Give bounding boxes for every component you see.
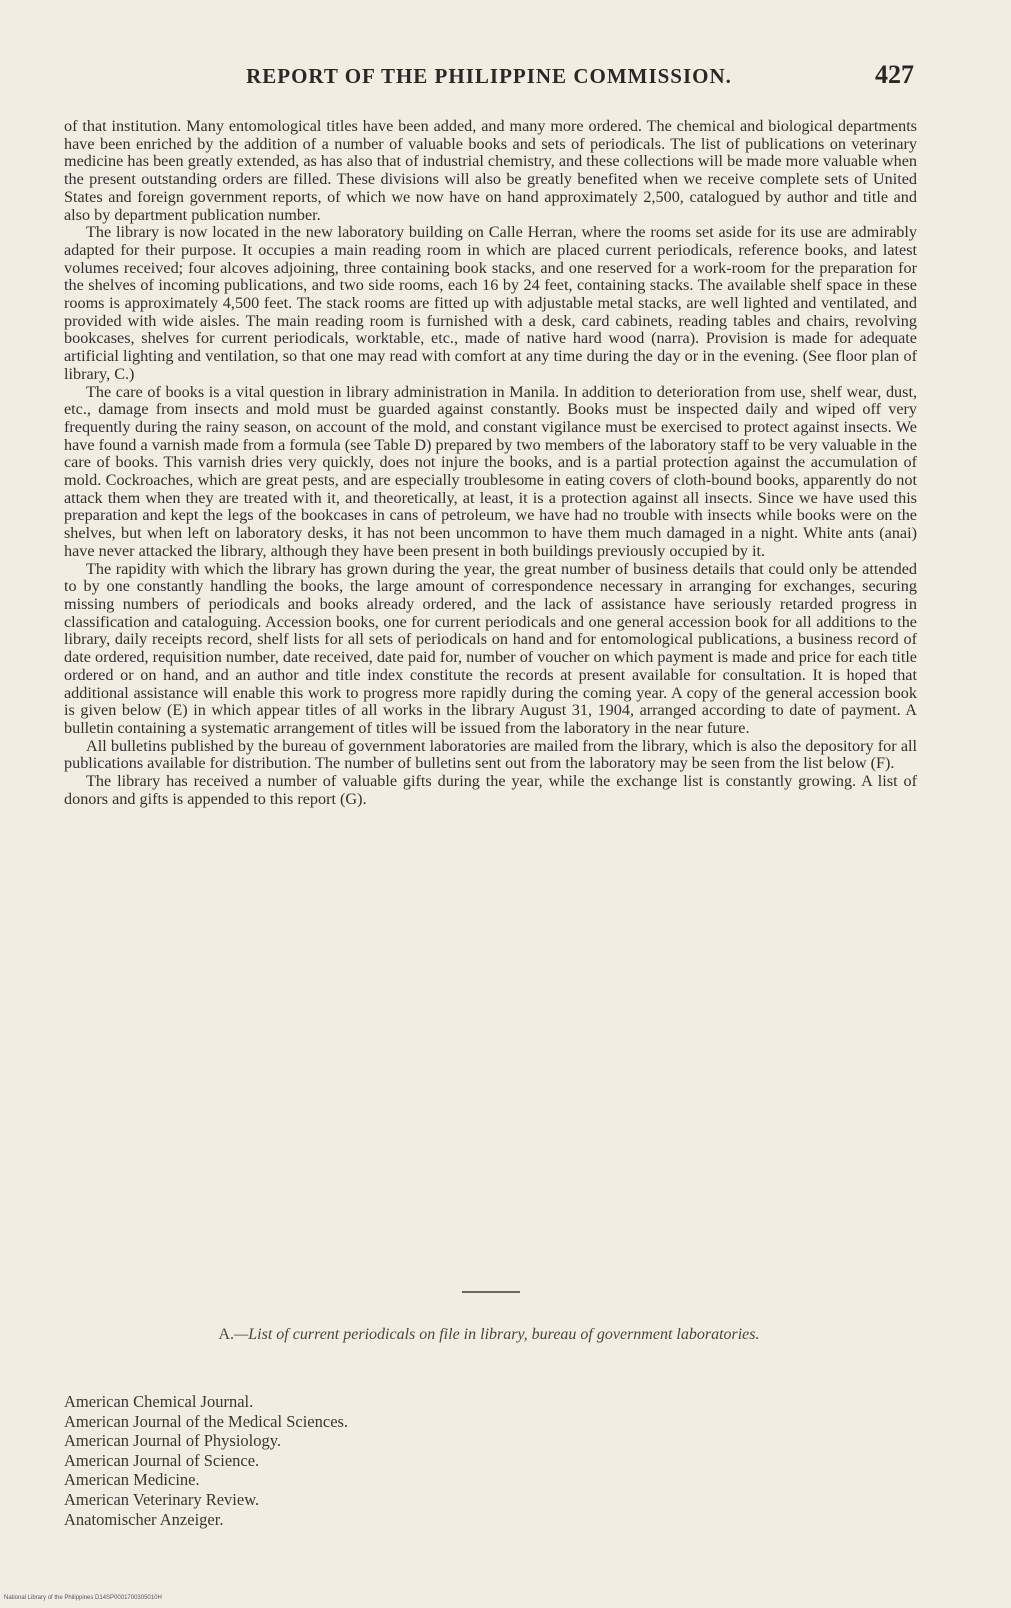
body-text (64, 118, 917, 808)
paragraph-continued: of that institution. Many entomological titles have been added, and many more ordered. The chemical and biological departments have been enriched by the addition of a number of valuable books and sets of periodicals. The list of publications on veterinary medicine has been greatly extended, as has also that of industrial chemistry, and these collections will be made more valuable when the present outstanding orders are filled. These divisions will also be greatly benefited when we receive complete sets of United States and foreign government reports, of which we now have on hand approximately 2,500, catalogued by author and title and also by department publication number. (64, 117, 917, 224)
list-item: American Journal of the Medical Sciences. (64, 1411, 349, 1431)
paragraph-library-growth: The rapidity with which the library has grown during the year, the great number of business details that could only be attended to by one constantly handling the books, the large amount of correspondence necessary in arranging for exchanges, securing missing numbers of periodicals and books already ordered, and the lack of assistance have seriously retarded progress in classification and cataloguing. Accession books, one for current periodicals and one general accession book for all additions to the library, daily receipts record, shelf lists for all sets of periodicals on hand and for entomological publications, a business record of date ordered, requisition number, date received, date paid for, number of voucher on which payment is made and price for each title ordered or on hand, and an author and title index constitute the records at present available for consultation. It is hoped that additional assistance will enable this work to progress more rapidly during the coming year. A copy of the general accession book is given below (E) in which appear titles of all works in the library August 31, 1904, arranged according to date of payment. A bulletin containing a systematic arrangement of titles will be issued from the laboratory in the near future. (64, 559, 917, 737)
periodicals-list (64, 1392, 348, 1529)
list-heading-text: —List of current periodicals on file in library, bureau of government laboratories. (234, 1326, 760, 1343)
page-header (64, 60, 914, 89)
paragraph-bulletins: All bulletins published by the bureau of government laboratories are mailed from the library, which is also the depository for all publications available for distribution. The number of bulletins sent out from the laboratory may be seen from the list below (F). (64, 736, 917, 773)
running-title: REPORT OF THE PHILIPPINE COMMISSION. (246, 64, 732, 88)
list-heading (64, 1326, 914, 1344)
list-item: American Veterinary Review. (64, 1489, 260, 1509)
paragraph-gifts: The library has received a number of valuable gifts during the year, while the exchange list is constantly growing. A list of donors and gifts is appended to this report (G). (64, 772, 917, 808)
paragraph-book-care: The care of books is a vital question in library administration in Manila. In addition to deterioration from use, shelf wear, dust, etc., damage from insects and mold must be guarded against constantly. Books must be inspected daily and wiped off very frequently during the rainy season, on account of the mold, and constant vigilance must be exercised to protect against insects. We have found a varnish made from a formula (see Table D) prepared by two members of the laboratory staff to be very valuable in the care of books. This varnish dries very quickly, does not injure the books, and is a partial protection against the accumulation of mold. Cockroaches, which are great pests, and are especially troublesome in eating covers of cloth-bound books, apparently do not attack them when they are treated with it, and theoretically, at least, it is a protection against all insects. Since we have used this preparation and kept the legs of the bookcases in cans of petroleum, we have had no trouble with insects while books were on the shelves, but when left on laboratory desks, it has not been uncommon to have them much damaged in a night. White ants (anai) have never attacked the library, although they have been present in both buildings previously occupied by it. (64, 382, 917, 560)
list-item: American Journal of Physiology. (64, 1431, 282, 1451)
scan-footer: National Library of the Philippines D14SP0001700305010H (4, 1595, 162, 1601)
list-item: Anatomischer Anzeiger. (64, 1509, 224, 1529)
list-item: American Chemical Journal. (64, 1392, 254, 1411)
list-item: American Medicine. (64, 1470, 200, 1490)
section-divider (462, 1291, 520, 1293)
list-item: American Journal of Science. (64, 1450, 260, 1470)
list-heading-letter: A. (218, 1326, 235, 1343)
paragraph-library-location: The library is now located in the new laboratory building on Calle Herran, where the rooms set aside for its use are admirably adapted for their purpose. It occupies a main reading room in which are placed current periodicals, reference books, and latest volumes received; four alcoves adjoining, three containing book stacks, and one reserved for a work-room for the preparation for the shelves of incoming publications, and two side rooms, each 16 by 24 feet, containing stacks. The available shelf space in these rooms is approximately 4,500 feet. The stack rooms are fitted up with adjustable metal stacks, are well lighted and ventilated, and provided with wide aisles. The main reading room is furnished with a desk, card cabinets, reading tables and chairs, revolving bookcases, shelves for current periodicals, worktable, etc., made of native hard wood (narra). Provision is made for adequate artificial lighting and ventilation, so that one may read with comfort at any time during the day or in the evening. (See floor plan of library, C.) (64, 223, 917, 383)
page-number: 427 (875, 60, 914, 89)
